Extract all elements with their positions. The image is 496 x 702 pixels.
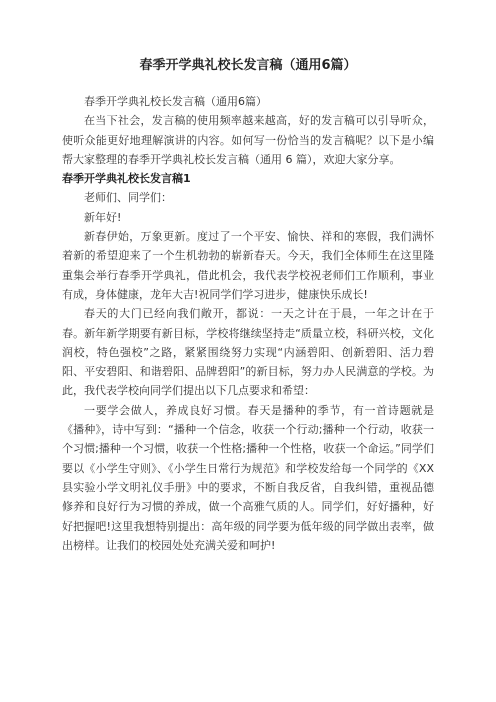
salutation: 老师们、同学们： — [84, 191, 172, 205]
greeting: 新年好! — [84, 210, 122, 224]
intro-paragraph: 在当下社会，发言稿的使用频率越来越高，好的发言稿可以引导听众，使听众能更好地理解演讲的内容。如何写一份恰当的发言稿呢？以下是小编帮大家整理的春季开学典礼校长发言稿（通用 6 篇），欢迎大家分享。 — [62, 114, 434, 166]
intro-subtitle: 春季开学典礼校长发言稿（通用6篇） — [84, 95, 267, 108]
body-paragraph: 新春伊始，万象更新。度过了一个平安、愉快、祥和的寒假，我们满怀着新的希望迎来了一个生机勃勃的崭新春天。今天，我们全体师生在这里隆重集会举行春季开学典礼，借此机会，我代表学校祝老师们工作顺利，事业有成，身体健康，龙年大吉!祝同学们学习进步，健康快乐成长! — [62, 230, 434, 301]
section-heading: 春季开学典礼校长发言稿1 — [62, 172, 191, 186]
document-title: 春季开学典礼校长发言稿（通用6篇） — [139, 58, 357, 73]
body-paragraph: 春天的大门已经向我们敞开，都说：一天之计在于晨，一年之计在于春。新年新学期要有新目标，学校将继续坚持走“质量立校，科研兴校，文化润校，特色强校”之路，紧紧围绕努力实现“内涵碧阳、创新碧阳、活力碧阳、平安碧阳、和谐碧阳、品牌碧阳”的新目标，努力办人民满意的学校。为此，我代表学校向同学们提出以下几点要求和希望： — [62, 307, 434, 398]
body-paragraph: 一要学会做人，养成良好习惯。春天是播种的季节，有一首诗题就是《播种》，诗中写到：“播种一个信念，收获一个行动;播种一个行动，收获一个习惯;播种一个习惯，收获一个性格;播种一个性格，收获一个命运。”同学们要以《小学生守则》、《小学生日常行为规范》和学校发给每一个同学的《XX 县实验小学文明礼仪手册》中的要求，不断自我反省，自我纠错，重视品德修养和良好行为习惯的养成，做一个高雅气质的人。同学们，好好播种，好好把握吧!这里我想特别提出：高年级的同学要为低年级的同学做出表率，做出榜样。让我们的校园处处充满关爱和呵护! — [62, 403, 434, 552]
